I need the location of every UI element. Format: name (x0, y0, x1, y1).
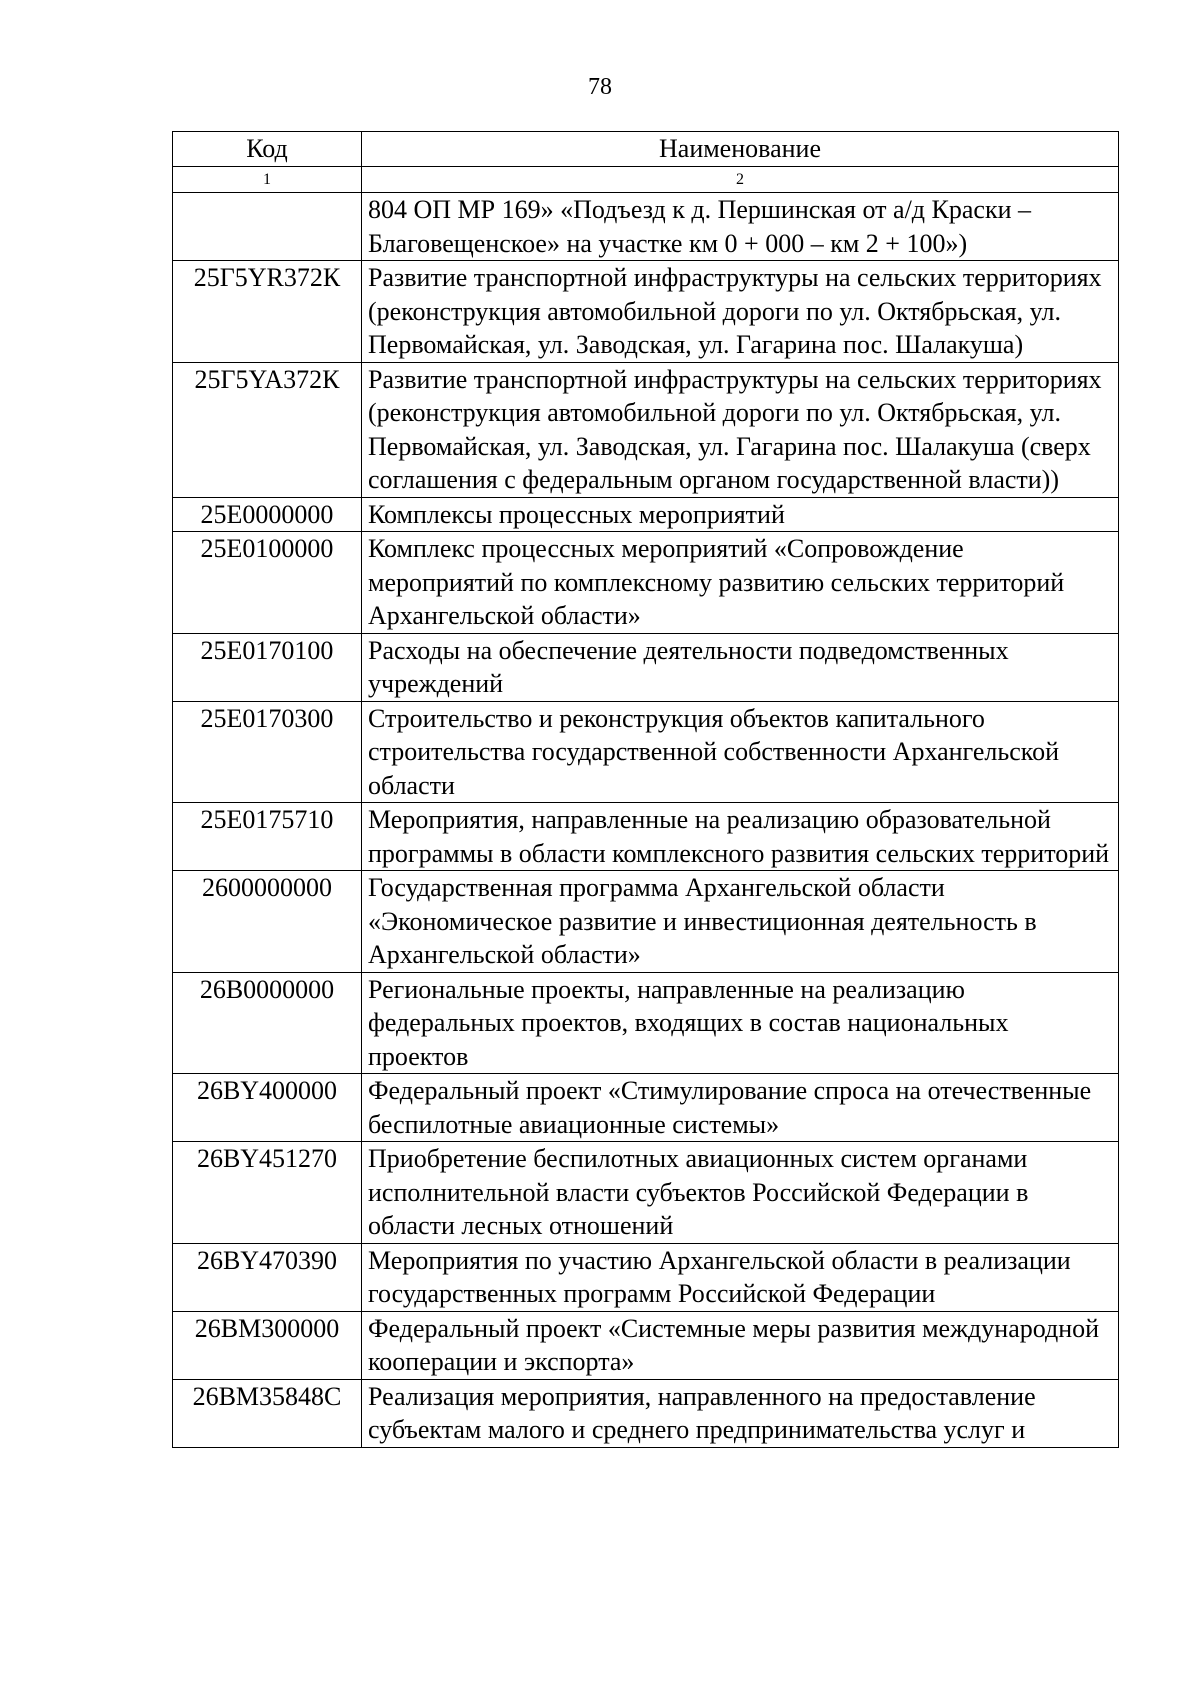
name-cell: Строительство и реконструкция объектов капитального строительства государственной собственности Архангельской области (362, 701, 1119, 803)
name-cell: Развитие транспортной инфраструктуры на сельских территориях (реконструкция автомобильной дороги по ул. Октябрьская, ул. Первомайская, ул. Заводская, ул. Гагарина пос. Шалакуша (сверх соглашения с федеральным органом государственной власти)) (362, 362, 1119, 497)
table-row (173, 803, 1119, 871)
table-row (173, 1074, 1119, 1142)
code-cell: 26ВY451270 (173, 1142, 362, 1244)
table-row (173, 1311, 1119, 1379)
code-cell: 25Е0175710 (173, 803, 362, 871)
code-cell: 25Е0100000 (173, 532, 362, 634)
name-cell: Развитие транспортной инфраструктуры на сельских территориях (реконструкция автомобильной дороги по ул. Октябрьская, ул. Первомайская, ул. Заводская, ул. Гагарина пос. Шалакуша) (362, 261, 1119, 363)
code-cell: 26ВМ35848С (173, 1379, 362, 1447)
page-number: 78 (588, 74, 612, 100)
table-header (173, 132, 1119, 193)
table-row (173, 633, 1119, 701)
code-cell: 2600000000 (173, 871, 362, 973)
name-cell: Федеральный проект «Стимулирование спроса на отечественные беспилотные авиационные системы» (362, 1074, 1119, 1142)
table-row (173, 532, 1119, 634)
header-row (173, 132, 1119, 167)
code-cell: 26ВY400000 (173, 1074, 362, 1142)
name-column-number: 2 (362, 167, 1119, 193)
table-row (173, 1243, 1119, 1311)
code-cell: 25Г5YA372К (173, 362, 362, 497)
table-row (173, 497, 1119, 532)
code-cell: 25Е0170100 (173, 633, 362, 701)
name-cell: Федеральный проект «Системные меры развития международной кооперации и экспорта» (362, 1311, 1119, 1379)
name-cell: Приобретение беспилотных авиационных систем органами исполнительной власти субъектов Российской Федерации в области лесных отношений (362, 1142, 1119, 1244)
table-row (173, 1142, 1119, 1244)
code-cell: 25Е0000000 (173, 497, 362, 532)
name-cell: Мероприятия по участию Архангельской области в реализации государственных программ Российской Федерации (362, 1243, 1119, 1311)
table-row (173, 1379, 1119, 1447)
name-column-header: Наименование (362, 132, 1119, 167)
table-row (173, 261, 1119, 363)
table-row (173, 193, 1119, 261)
code-cell (173, 193, 362, 261)
column-numbers-row (173, 167, 1119, 193)
table-row (173, 362, 1119, 497)
code-cell: 26ВМ300000 (173, 1311, 362, 1379)
name-cell: Расходы на обеспечение деятельности подведомственных учреждений (362, 633, 1119, 701)
name-cell: Комплекс процессных мероприятий «Сопровождение мероприятий по комплексному развитию сельских территорий Архангельской области» (362, 532, 1119, 634)
code-cell: 25Е0170300 (173, 701, 362, 803)
code-cell: 26ВY470390 (173, 1243, 362, 1311)
code-column-header: Код (173, 132, 362, 167)
table-body (173, 193, 1119, 1448)
name-cell: Реализация мероприятия, направленного на предоставление субъектам малого и среднего предпринимательства услуг и (362, 1379, 1119, 1447)
name-cell: Государственная программа Архангельской области «Экономическое развитие и инвестиционная деятельность в Архангельской области» (362, 871, 1119, 973)
name-cell: Комплексы процессных мероприятий (362, 497, 1119, 532)
name-cell: Мероприятия, направленные на реализацию образовательной программы в области комплексного развития сельских территорий (362, 803, 1119, 871)
budget-classifier-table (172, 131, 1119, 1448)
name-cell: Региональные проекты, направленные на реализацию федеральных проектов, входящих в состав национальных проектов (362, 972, 1119, 1074)
name-cell: 804 ОП МР 169» «Подъезд к д. Першинская от а/д Краски – Благовещенское» на участке км 0 + 000 – км 2 + 100») (362, 193, 1119, 261)
table-row (173, 972, 1119, 1074)
code-cell: 25Г5YR372К (173, 261, 362, 363)
code-cell: 26В0000000 (173, 972, 362, 1074)
table-row (173, 871, 1119, 973)
table-row (173, 701, 1119, 803)
code-column-number: 1 (173, 167, 362, 193)
